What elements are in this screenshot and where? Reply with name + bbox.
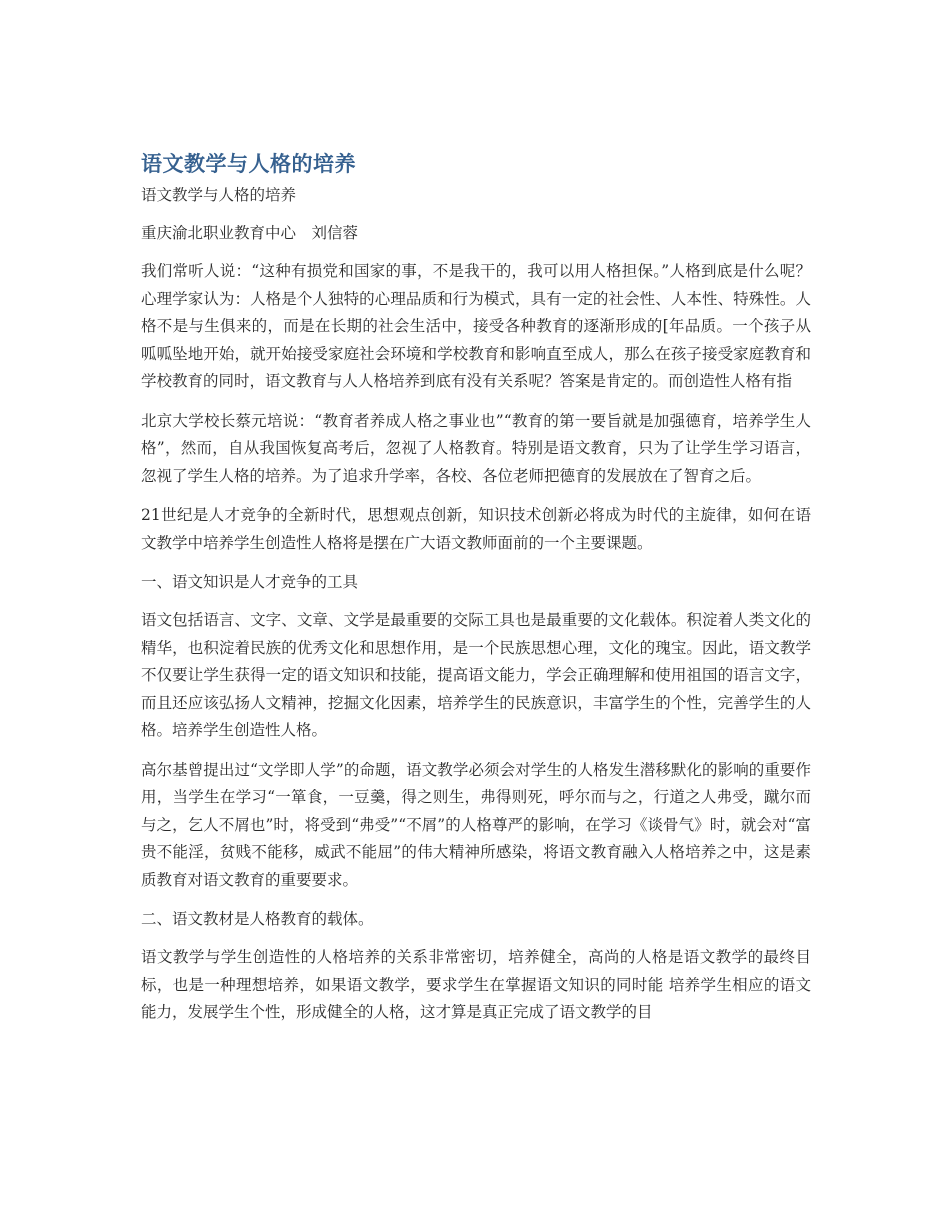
- section-heading-2: 二、语文教材是人格教育的载体。: [141, 910, 374, 928]
- document-subtitle: 语文教学与人格的培养: [141, 186, 297, 204]
- section1-paragraph-2: 高尔基曾提出过“文学即人学”的命题，语文教学必须会对学生的人格发生潜移默化的影响的重要作用，当学生在学习“一箪食，一豆羹，得之则生，弗得则死，呼尔而与之，行道之人弗受，蹴尔而与之，乞人不屑也”时，将受到“弗受”“不屑”的人格尊严的影响，在学习《谈骨气》时，就会对“富贵不能淫，贫贱不能移，威武不能屈”的伟大精神所感染，将语文教育融入人格培养之中，这是素质教育对语文教育的重要要求。: [141, 760, 811, 889]
- paragraph-intro-1: 我们常听人说：“这种有损党和国家的事，不是我干的，我可以用人格担保。”人格到底是什么呢？心理学家认为：人格是个人独特的心理品质和行为模式，具有一定的社会性、人本性、特殊性。人格不是与生俱来的，而是在长期的社会生活中，接受各种教育的逐渐形成的[年品质。一个孩子从呱呱坠地开始，就开始接受家庭社会环境和学校教育和影响直至成人，那么在孩子接受家庭教育和学校教育的同时，语文教育与人人格培养到底有没有关系呢？答案是肯定的。而创造性人格有指: [141, 262, 811, 390]
- document-title: 语文教学与人格的培养: [141, 152, 356, 176]
- paragraph-intro-3: 21世纪是人才竞争的全新时代，思想观点创新，知识技术创新必将成为时代的主旋律，如何在语文教学中培养学生创造性人格将是摆在广大语文教师面前的一个主要课题。: [141, 506, 811, 552]
- section-heading-1: 一、语文知识是人才竞争的工具: [141, 573, 359, 591]
- section2-paragraph-1: 语文教学与学生创造性的人格培养的关系非常密切，培养健全，高尚的人格是语文教学的最终目标，也是一种理想培养，如果语文教学，要求学生在掌握语文知识的同时能 培养学生相应的语文能力，发展学生个性，形成健全的人格，这才算是真正完成了语文教学的目: [141, 948, 811, 1021]
- section1-paragraph-1: 语文包括语言、文字、文章、文学是最重要的交际工具也是最重要的文化载体。积淀着人类文化的精华，也积淀着民族的优秀文化和思想作用，是一个民族思想心理，文化的瑰宝。因此，语文教学不仅要让学生获得一定的语文知识和技能，提高语文能力，学会正确理解和使用祖国的语言文字，而且还应该弘扬人文精神，挖掘文化因素，培养学生的民族意识，丰富学生的个性，完善学生的人格。培养学生创造性人格。: [141, 611, 811, 739]
- author-line: 重庆渝北职业教育中心 刘信蓉: [141, 224, 359, 242]
- document-page: [141, 148, 811, 1039]
- paragraph-intro-2: 北京大学校长蔡元培说：“教育者养成人格之事业也”“教育的第一要旨就是加强德育，培养学生人格”，然而，自从我国恢复高考后，忽视了人格教育。特别是语文教育，只为了让学生学习语言，忽视了学生人格的培养。为了追求升学率，各校、各位老师把德育的发展放在了智育之后。: [141, 411, 811, 485]
